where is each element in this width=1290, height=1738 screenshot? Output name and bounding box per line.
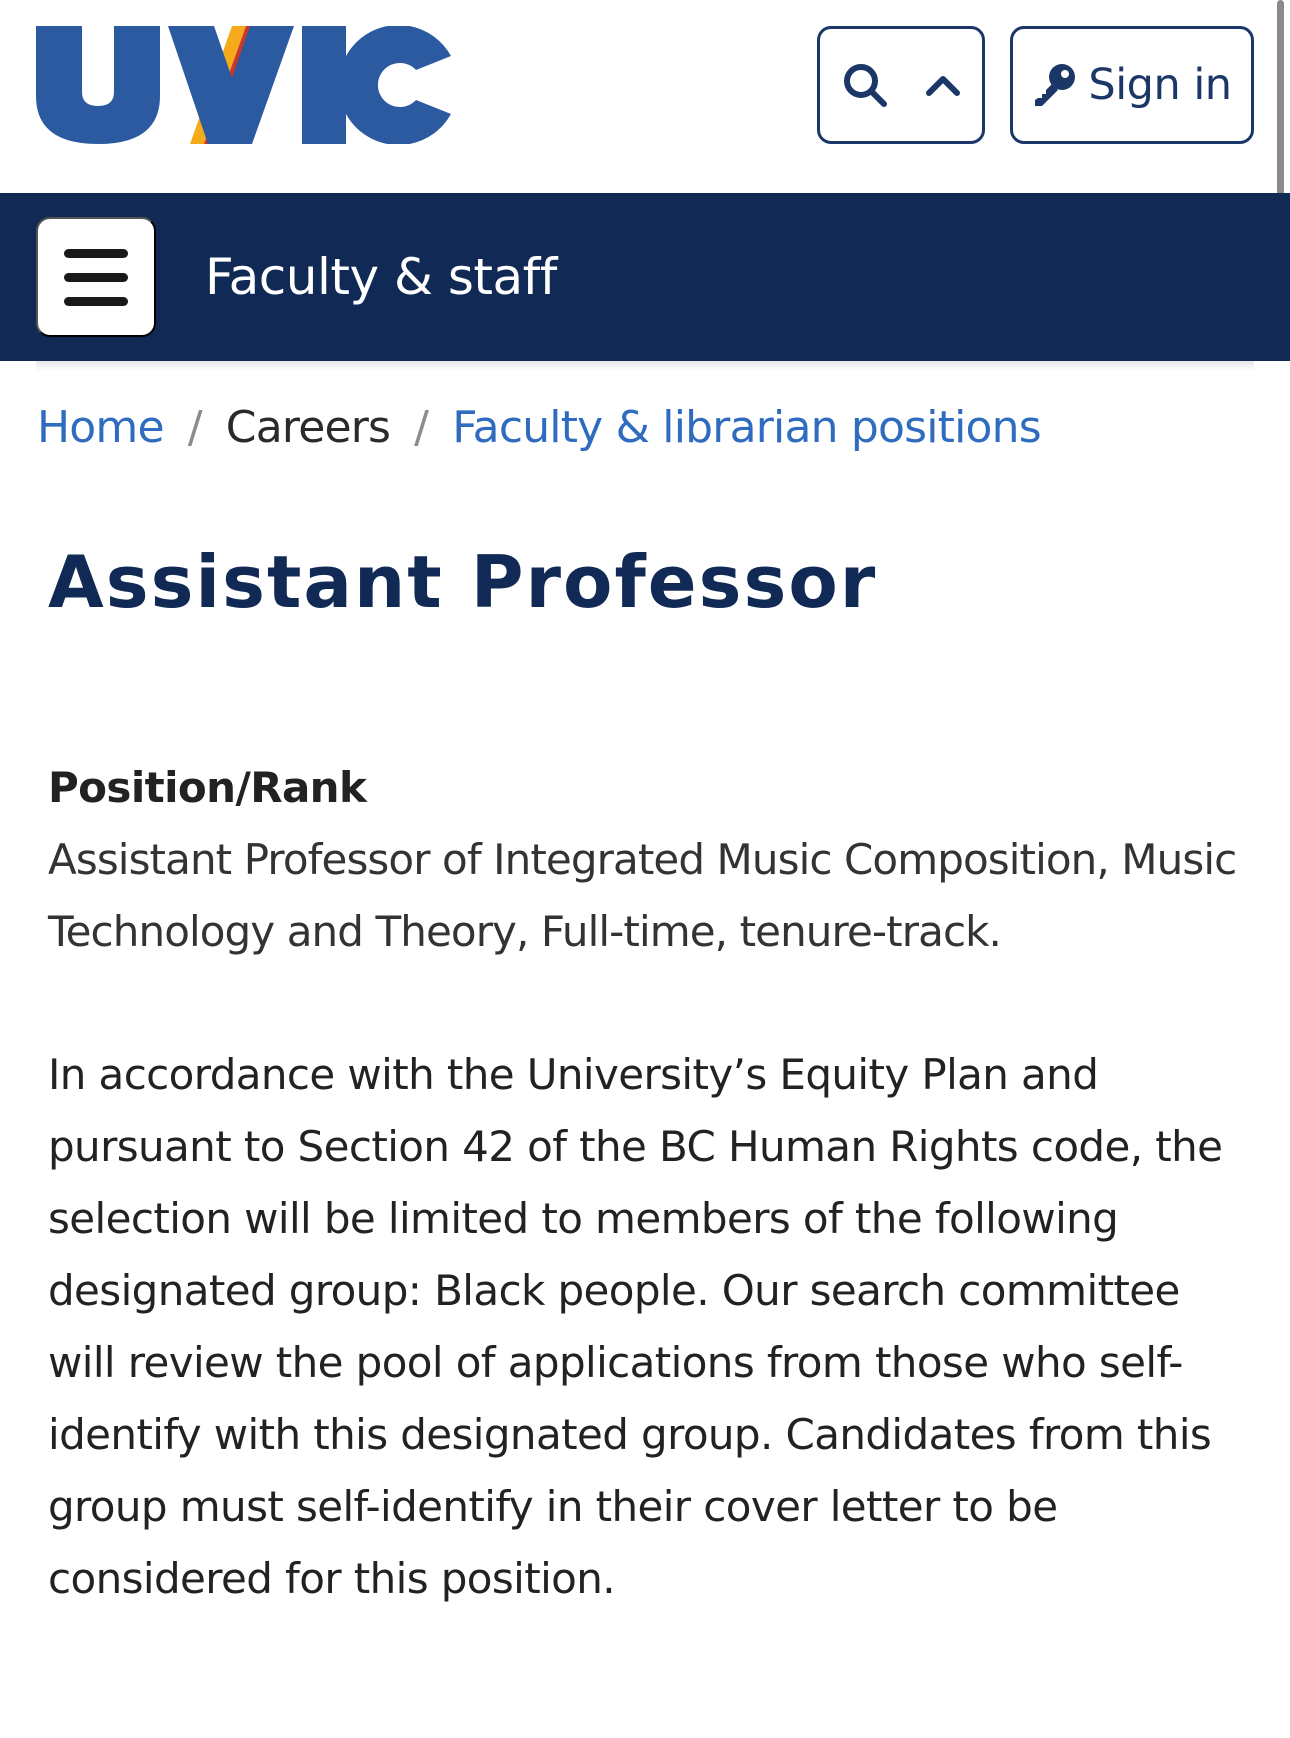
top-header [0,0,1290,193]
breadcrumb-home-link[interactable]: Home [37,402,164,453]
section-title-link[interactable]: Faculty & staff [205,248,557,306]
equity-statement: In accordance with the University’s Equity Plan and pursuant to Section 42 of the BC Human Rights code, the selection will be limited to members of the following designated group: Black people. Our search committee will review the pool of applications from those who self-identify with this designated group. Candidates from this group must self-identify in their cover letter to be considered for this position. [48,1050,1223,1603]
hamburger-icon-line [64,273,128,282]
sign-in-label: Sign in [1088,60,1232,110]
breadcrumb-careers: Careers [225,402,391,453]
section-nav-bar [0,193,1290,361]
key-icon [1032,62,1078,108]
breadcrumb-faculty-positions-link[interactable]: Faculty & librarian positions [452,402,1041,453]
uvic-logo[interactable] [36,26,451,144]
hamburger-icon-line [64,297,128,306]
hamburger-icon [64,249,128,258]
position-rank-value: Assistant Professor of Integrated Music Composition, Music Technology and Theory, Full-time, tenure-track. [48,835,1237,956]
search-toggle-button[interactable] [817,26,985,144]
job-posting-content [48,752,1253,1615]
position-rank-label: Position/Rank [48,763,367,812]
chevron-up-icon [926,74,960,96]
breadcrumb-separator: / [187,402,202,453]
nav-shadow [36,361,1254,371]
menu-button[interactable] [36,217,156,337]
search-icon [842,62,888,108]
breadcrumb-separator: / [414,402,429,453]
page-title: Assistant Professor [48,540,878,624]
sign-in-button[interactable] [1010,26,1254,144]
breadcrumb [37,402,1041,453]
